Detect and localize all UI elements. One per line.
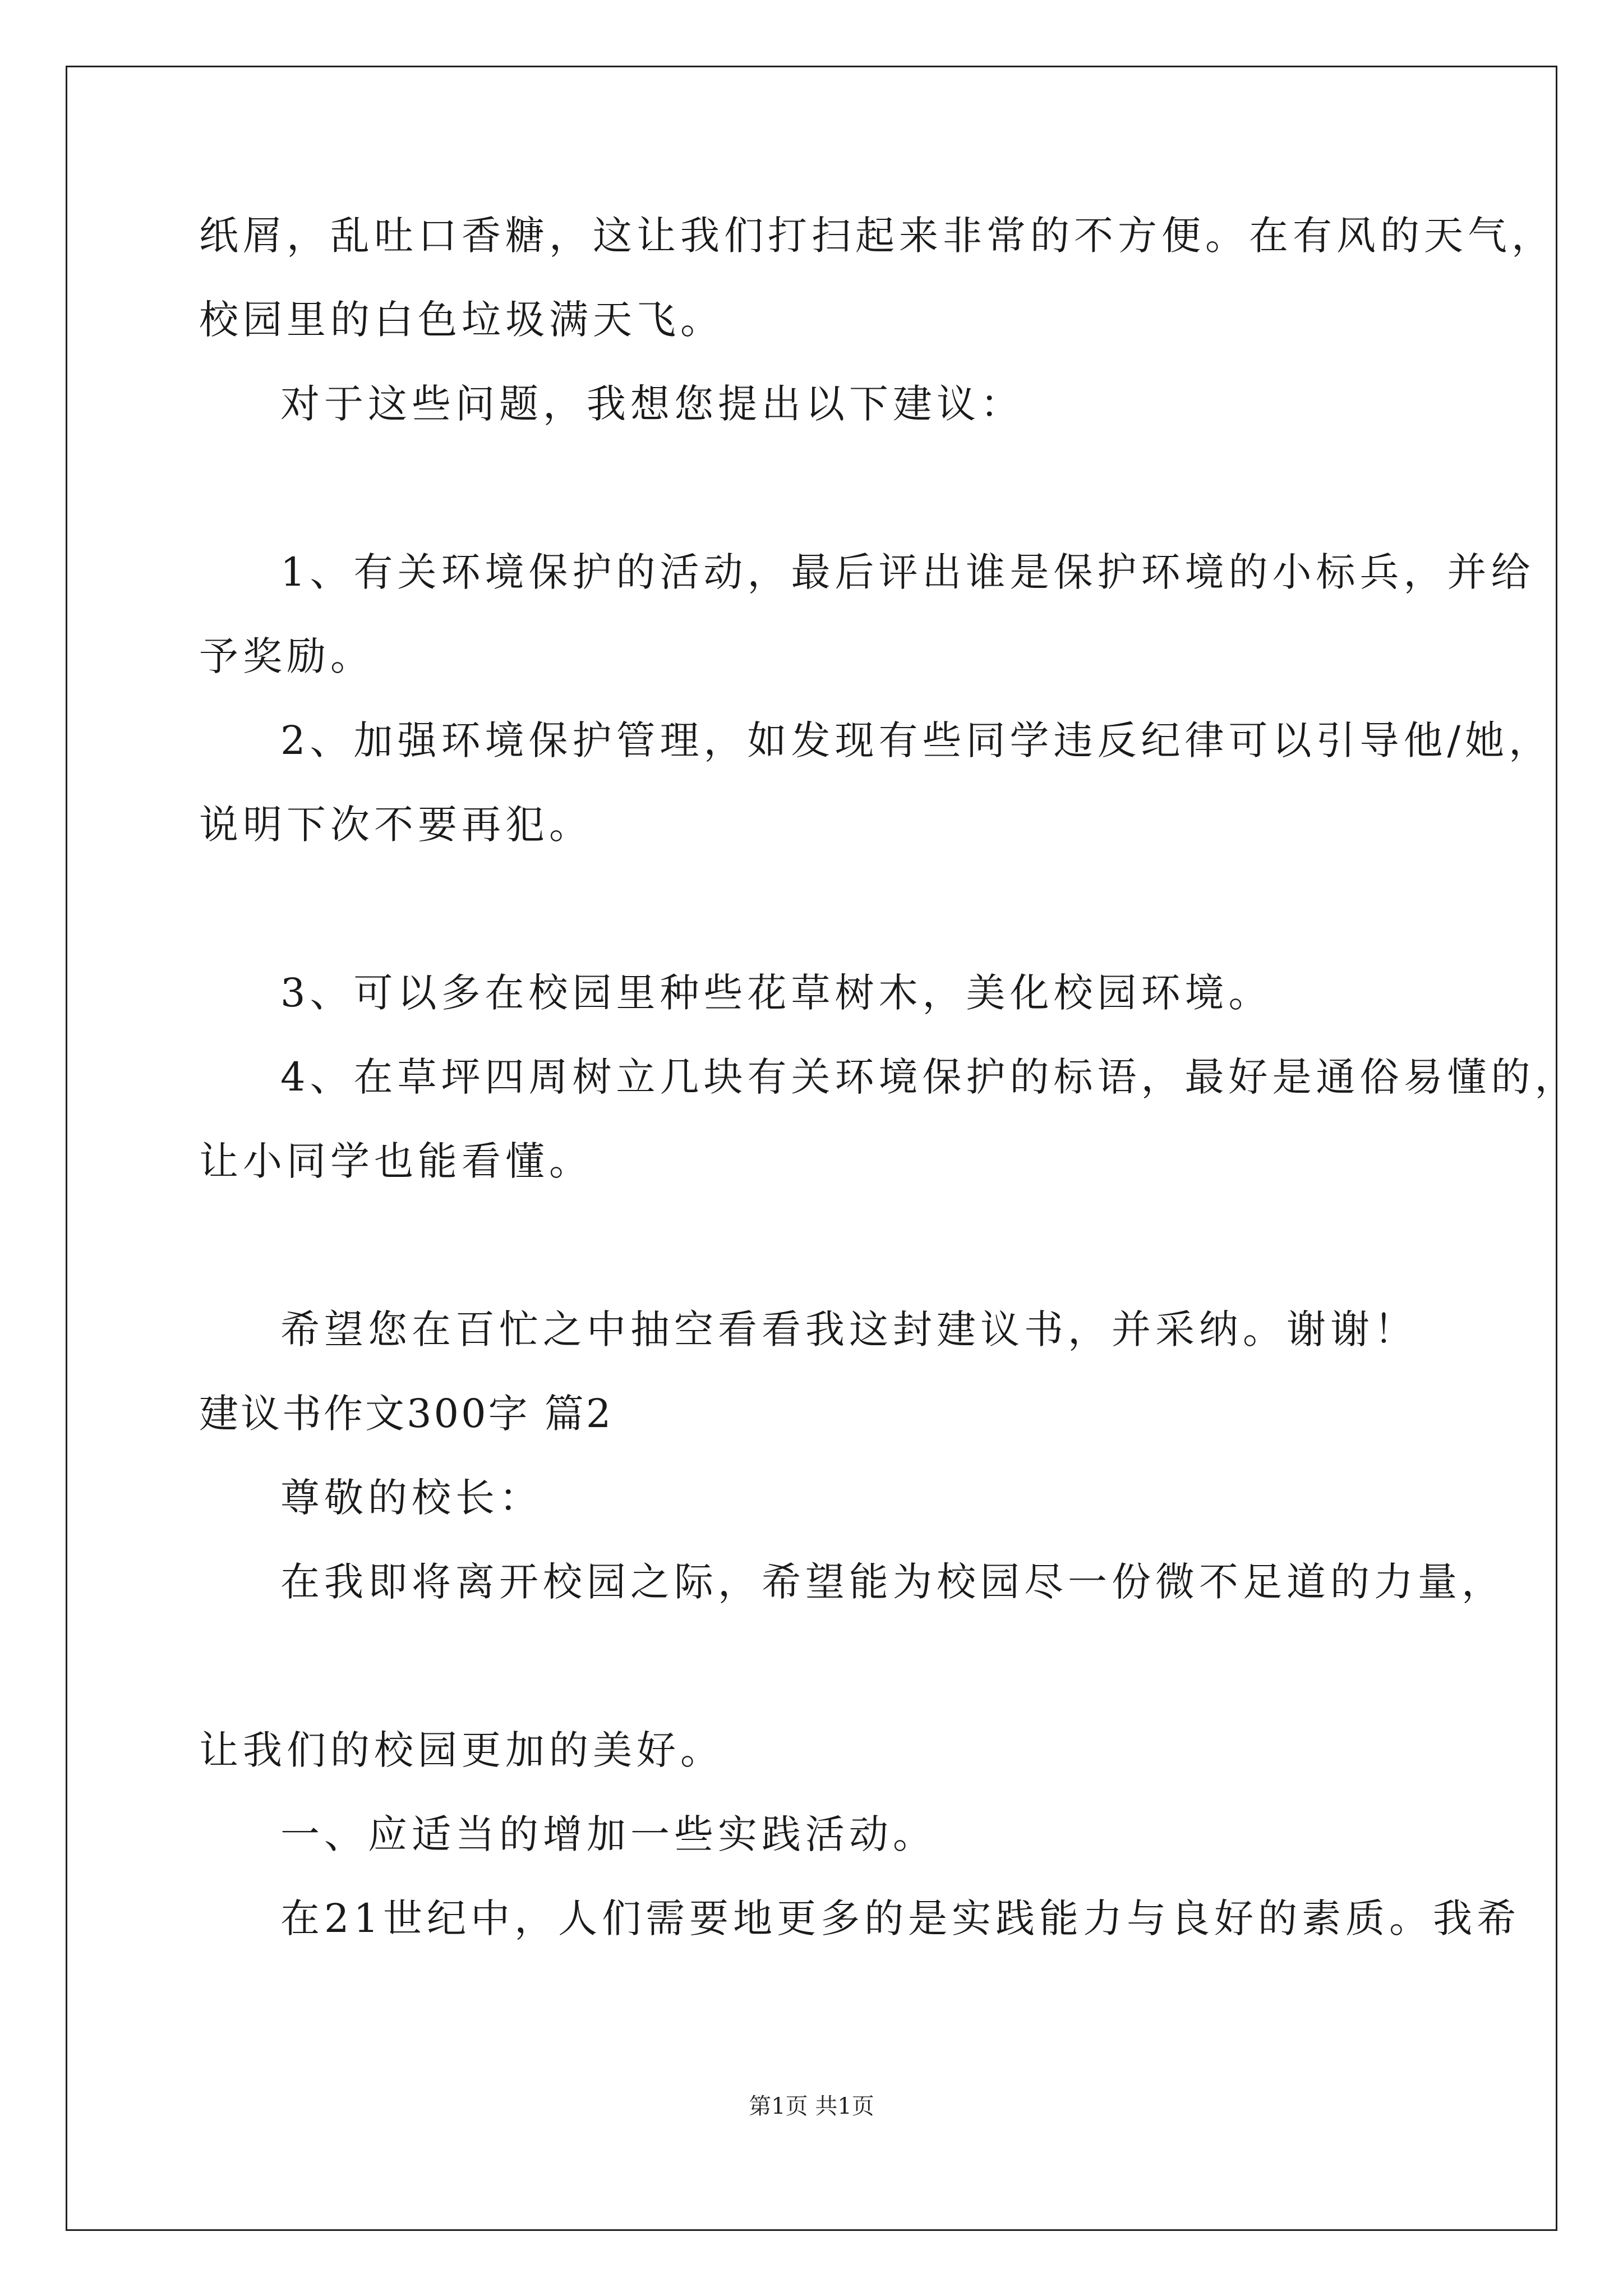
paragraph-line: 在21世纪中，人们需要地更多的是实践能力与良好的素质。我希 [280,1895,1521,1941]
list-item: 4、在草坪四周树立几块有关环境保护的标语，最好是通俗易懂的， [280,1054,1579,1100]
paragraph-line: 在我即将离开校园之际，希望能为校园尽一份微不足道的力量， [280,1559,1505,1605]
page-footer: 第1页 共1页 [749,2093,874,2119]
paragraph-line: 对于这些问题，我想您提出以下建议： [280,381,1024,427]
list-item: 3、可以多在校园里种些花草树木，美化校园环境。 [280,970,1272,1016]
paragraph-line: 希望您在百忙之中抽空看看我这封建议书，并采纳。谢谢！ [280,1306,1418,1352]
paragraph-line: 让小同学也能看懂。 [199,1138,593,1184]
paragraph-line: 校园里的白色垃圾满天飞。 [199,297,724,343]
list-item: 2、加强环境保护管理，如发现有些同学违反纪律可以引导他/她， [280,717,1553,763]
paragraph-line: 让我们的校园更加的美好。 [199,1727,724,1773]
list-item: 1、有关环境保护的活动，最后评出谁是保护环境的小标兵，并给 [280,549,1535,595]
subheading: 一、应适当的增加一些实践活动。 [280,1811,937,1857]
paragraph-line: 予奖励。 [199,633,374,679]
paragraph-line: 纸屑，乱吐口香糖，这让我们打扫起来非常的不方便。在有风的天气， [199,213,1555,259]
salutation: 尊敬的校长： [280,1475,543,1521]
section-heading: 建议书作文300字 篇2 [199,1391,614,1437]
paragraph-line: 说明下次不要再犯。 [199,802,593,848]
